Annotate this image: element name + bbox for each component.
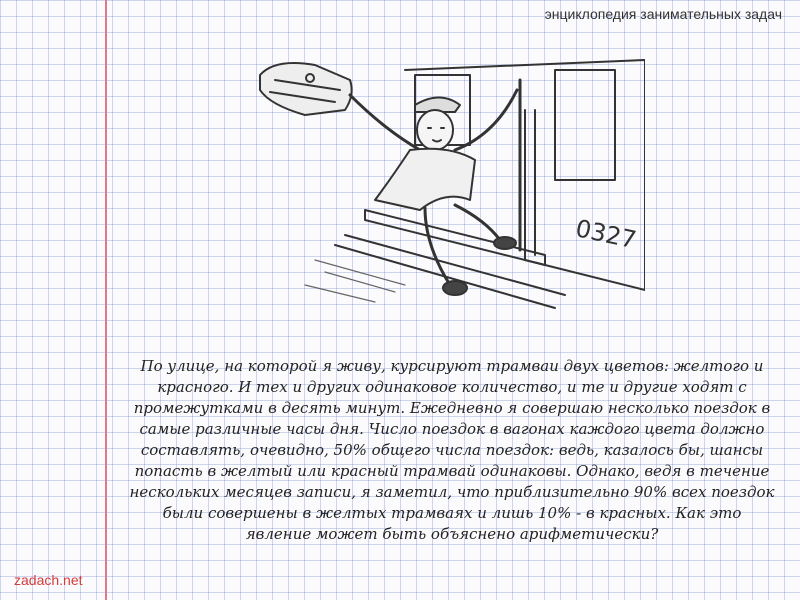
- notebook-margin-line: [105, 0, 107, 600]
- tram-number: 0327: [573, 214, 639, 255]
- briefcase-icon: [260, 63, 352, 115]
- tram-boy-illustration: [255, 50, 645, 310]
- tram-step: [365, 210, 545, 265]
- site-title: энциклопедия занимательных задач: [544, 6, 782, 22]
- tram-window: [555, 70, 615, 180]
- site-link[interactable]: zadach.net: [14, 572, 83, 588]
- problem-text: По улице, на которой я живу, курсируют трамваи двух цветов: желтого и красного. И тех и других одинаковое количество, и те и другие ходят с промежутками в десять минут. Ежедневно я совершаю несколько поездок в самые различные часы дня. Число поездок в вагонах каждого цвета должно составлять, очевидно, 50% общего числа поездок: ведь, казалось бы, шансы попасть в желтый или красный трамвай одинаковы. Однако, ведя в течение нескольких месяцев записи, я заметил, что приблизительно 90% всех поездок были совершены в желтых трамваях и лишь 10% - в красных. Как это явление может быть объяснено арифметически?: [129, 357, 775, 543]
- boy-figure: [350, 90, 517, 295]
